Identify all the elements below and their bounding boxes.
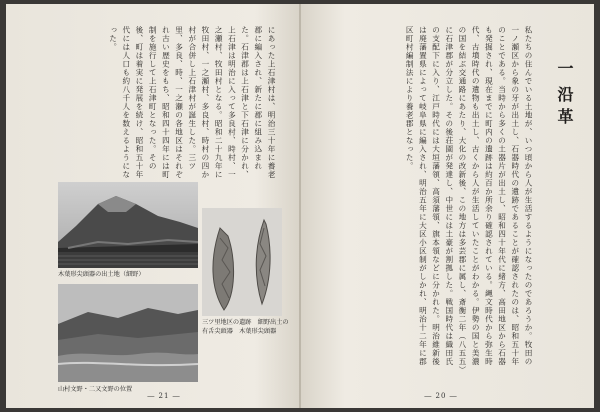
mountain-photo-image bbox=[58, 182, 198, 268]
section-title: 沿革 bbox=[555, 86, 574, 130]
photo-caption-river: 山村文野・二又文野の位置 bbox=[58, 386, 133, 393]
left-page-body: にあった上石津村は、明治三十年に養老郡に編入され、新たに郡に組み込まれた。石津郡は上石津と下石津に分かれ、上石津は明治に入って多良村、時村、一之瀬村、牧田村となる。昭和二十九年に牧田村、一之瀬村、多良村、時村の四か村が合併し上石津村が誕生した。三ツ里、多良、時、一之瀬の各地区はそれぞれ古い歴史をもち、昭和四十四年には町制を施行して上石津町となった。その後、町は着実に発展を続け、昭和五十年代には人口も約八千人を数えるようになった。 bbox=[108, 26, 276, 179]
book-spread bbox=[6, 4, 594, 408]
right-page bbox=[301, 4, 594, 408]
section-number: 一 bbox=[555, 60, 574, 82]
photo-river-valley bbox=[58, 284, 198, 382]
left-page-number: ― 21 ― bbox=[147, 392, 181, 400]
stone-tools-image bbox=[202, 208, 282, 316]
photo-stone-tools bbox=[202, 208, 282, 316]
right-page-body: 私たちの住んでいる土地が、いつ頃から人が生活するようになったのであろうか。牧田の一ノ瀬区から象の牙が出土し、石器時代の遺跡であることが確認されたのは、昭和五十年のことである。当時から多くの土器片が出土し、昭和四十年代に緒方、高田地区から石器も発掘され、現在までに町内の遺跡は約百か所余り確認されている。縄文時代から弥生時代、古墳時代の遺物も出土し、古くから人が生活していたことがわかる。伊勢の国と美濃の国を結ぶ交通路にあたり、大化の改新後、この地方は多芸郡に属し、斎衡二年（八五五）に石津郡が分立した。その後荘園が発達し、中世には土豪が割拠した。戦国時代は織田氏の支配下に入り、江戸時代には大垣藩領、高須藩領、旗本領などに分かれた。明治維新後は廃藩置県によって岐阜県に編入され、明治五年に大区小区制がしかれ、明治十二年に郡区町村編制法により養老郡となった。 bbox=[405, 26, 533, 371]
right-page-number: ― 20 ― bbox=[424, 392, 458, 400]
left-page bbox=[6, 4, 299, 408]
river-valley-image bbox=[58, 284, 198, 382]
photo-caption-stone-tools: 三ツ里地区の遺跡 細野出土の有舌尖頭器 木葉形尖頭器 bbox=[202, 319, 289, 335]
photo-mountain-landscape bbox=[58, 182, 198, 268]
photo-caption-mountain: 木葉形尖頭器の出土地（細野） bbox=[58, 271, 145, 278]
